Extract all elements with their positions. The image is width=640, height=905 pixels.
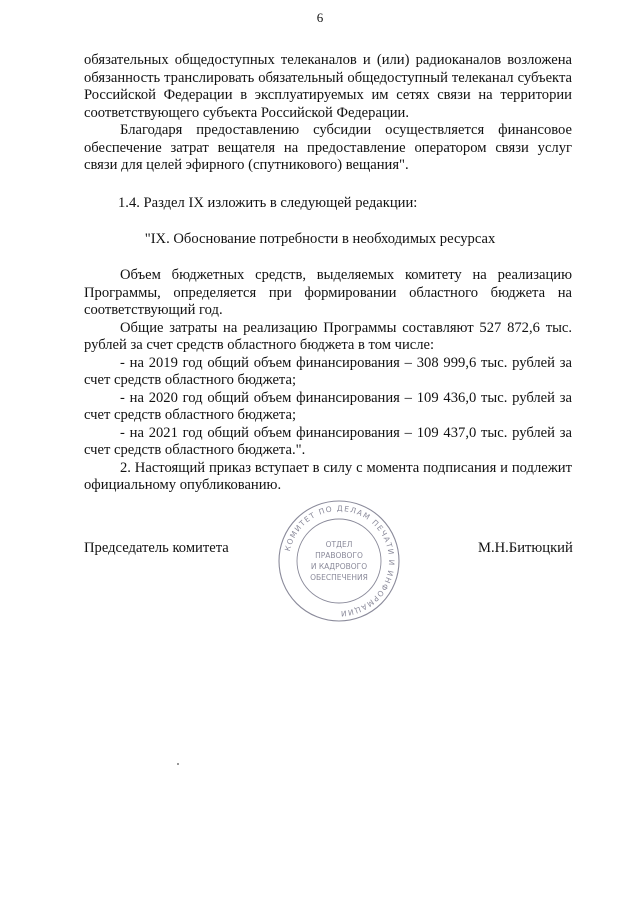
svg-text:КОМИТЕТ ПО ДЕЛАМ ПЕЧАТИ И ИНФО: [283, 504, 396, 618]
stamp-outer-text: КОМИТЕТ ПО ДЕЛАМ ПЕЧАТИ И ИНФОРМАЦИИ: [282, 503, 397, 619]
stamp-line-1: ОТДЕЛ: [325, 540, 353, 549]
paragraph-budget: Объем бюджетных средств, выделяемых комитету на реализацию Программы, определяется при формировании областного бюджета на соответствующий год.: [84, 267, 572, 318]
stamp-line-2: ПРАВОВОГО: [315, 551, 363, 560]
stamp-seal: [276, 498, 402, 624]
top-text-block: [84, 52, 572, 175]
main-text-block: [84, 267, 572, 495]
list-item-2019: - на 2019 год общий объем финансирования – 308 999,6 тыс. рублей за счет средств областного бюджета;: [84, 354, 572, 388]
signature-name: М.Н.Битюцкий: [478, 540, 573, 556]
item-1-4: 1.4. Раздел IX изложить в следующей редакции:: [118, 195, 418, 211]
section-heading: "IX. Обоснование потребности в необходимых ресурсах: [144, 231, 496, 247]
page-number: 6: [316, 10, 324, 25]
signature-position: Председатель комитета: [84, 540, 229, 556]
paragraph-subsidy: Благодаря предоставлению субсидии осуществляется финансовое обеспечение затрат вещателя на предоставление оператором связи услуг связи для целей эфирного (спутникового) вещания".: [84, 122, 572, 173]
paragraph-item-2: 2. Настоящий приказ вступает в силу с момента подписания и подлежит официальному опубликованию.: [84, 459, 572, 493]
stamp-line-4: ОБЕСПЕЧЕНИЯ: [310, 573, 368, 582]
paragraph-total-costs: Общие затраты на реализацию Программы составляют 527 872,6 тыс. рублей за счет средств областного бюджета в том числе:: [84, 319, 572, 353]
list-item-2020: - на 2020 год общий объем финансирования – 109 436,0 тыс. рублей за счет средств областного бюджета;: [84, 389, 572, 423]
paragraph-continuation: обязательных общедоступных телеканалов и (или) радиоканалов возложена обязанность транслировать обязательный общедоступный телеканал субъекта Российской Федерации в эксплуатируемых им сетях связи на территории соответствующего субъекта Российской Федерации.: [84, 52, 572, 121]
list-item-2021: - на 2021 год общий объем финансирования – 109 437,0 тыс. рублей за счет средств областного бюджета.".: [84, 424, 572, 458]
speck-mark: [177, 763, 179, 765]
stamp-line-3: И КАДРОВОГО: [310, 562, 368, 571]
